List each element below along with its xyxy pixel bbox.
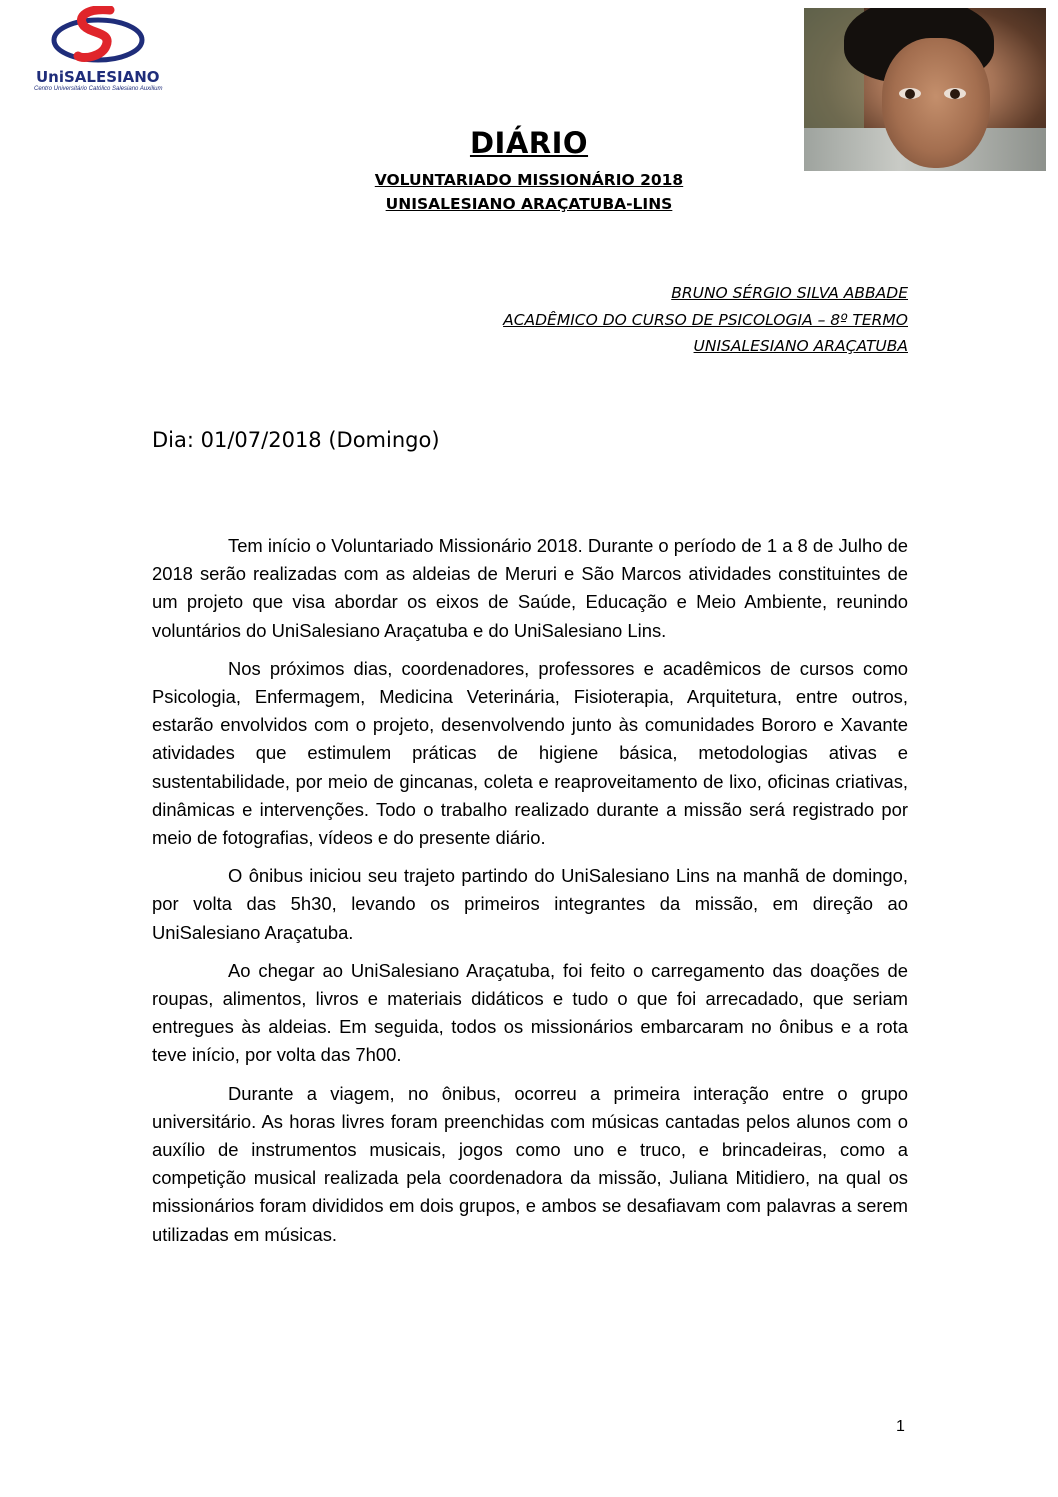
date-heading: Dia: 01/07/2018 (Domingo) [152,428,440,452]
author-course: ACADÊMICO DO CURSO DE PSICOLOGIA – 8º TERMO [503,311,908,329]
paragraph: Durante a viagem, no ônibus, ocorreu a primeira interação entre o grupo universitário. As horas livres foram preenchidas com músicas cantadas pelos alunos com o auxílio de instrumentos musicais, jogos como uno e truco, e brincadeiras, como a competição musical realizada pela coordenadora da missão, Juliana Mitidiero, na qual os missionários foram divididos em dois grupos, e ambos se desafiavam com palavras a serem utilizadas em músicas. [152,1082,908,1245]
logo-subtext: Centro Universitário Católico Salesiano Auxilium [34,86,163,92]
diary-body [152,532,908,1259]
paragraph: Nos próximos dias, coordenadores, professores e acadêmicos de cursos como Psicologia, Enfermagem, Medicina Veterinária, Fisioterapia, Arquitetura, entre outros, estarão envolvidos com o projeto, desenvolvendo junto às comunidades Bororo e Xavante atividades que estimulem práticas de higiene básica, metodologias ativas e sustentabilidade, por meio de gincanas, coleta e reaproveitamento de lixo, oficinas criativas, dinâmicas e intervenções. Todo o trabalho realizado durante a missão será registrado por meio de fotografias, vídeos e do presente diário. [152,657,908,849]
document-subtitle-1: VOLUNTARIADO MISSIONÁRIO 2018 [374,171,684,189]
logo-name: UniSALESIANO [36,68,160,86]
paragraph: Ao chegar ao UniSalesiano Araçatuba, foi feito o carregamento das doações de roupas, alimentos, livros e materiais didáticos e tudo o que foi arrecadado, que seriam entregues às aldeias. Em seguida, todos os missionários embarcaram no ônibus e a rota teve início, por volta das 7h00. [152,959,908,1066]
document-subtitle-2: UNISALESIANO ARAÇATUBA-LINS [385,195,673,213]
document-title: DIÁRIO [469,126,589,160]
unisalesiano-logo [8,6,188,98]
author-institution: UNISALESIANO ARAÇATUBA [693,337,908,355]
paragraph: O ônibus iniciou seu trajeto partindo do UniSalesiano Lins na manhã de domingo, por volta das 5h30, levando os primeiros integrantes da missão, em direção ao UniSalesiano Araçatuba. [152,865,908,943]
logo-emblem-icon [48,6,148,68]
page-number: 1 [896,1418,905,1435]
paragraph: Tem início o Voluntariado Missionário 2018. Durante o período de 1 a 8 de Julho de 2018 serão realizadas com as aldeias de Meruri e São Marcos atividades constituintes de um projeto que visa abordar os eixos de Saúde, Educação e Meio Ambiente, reunindo voluntários do UniSalesiano Araçatuba e do UniSalesiano Lins. [152,535,908,641]
author-name: BRUNO SÉRGIO SILVA ABBADE [671,284,908,302]
